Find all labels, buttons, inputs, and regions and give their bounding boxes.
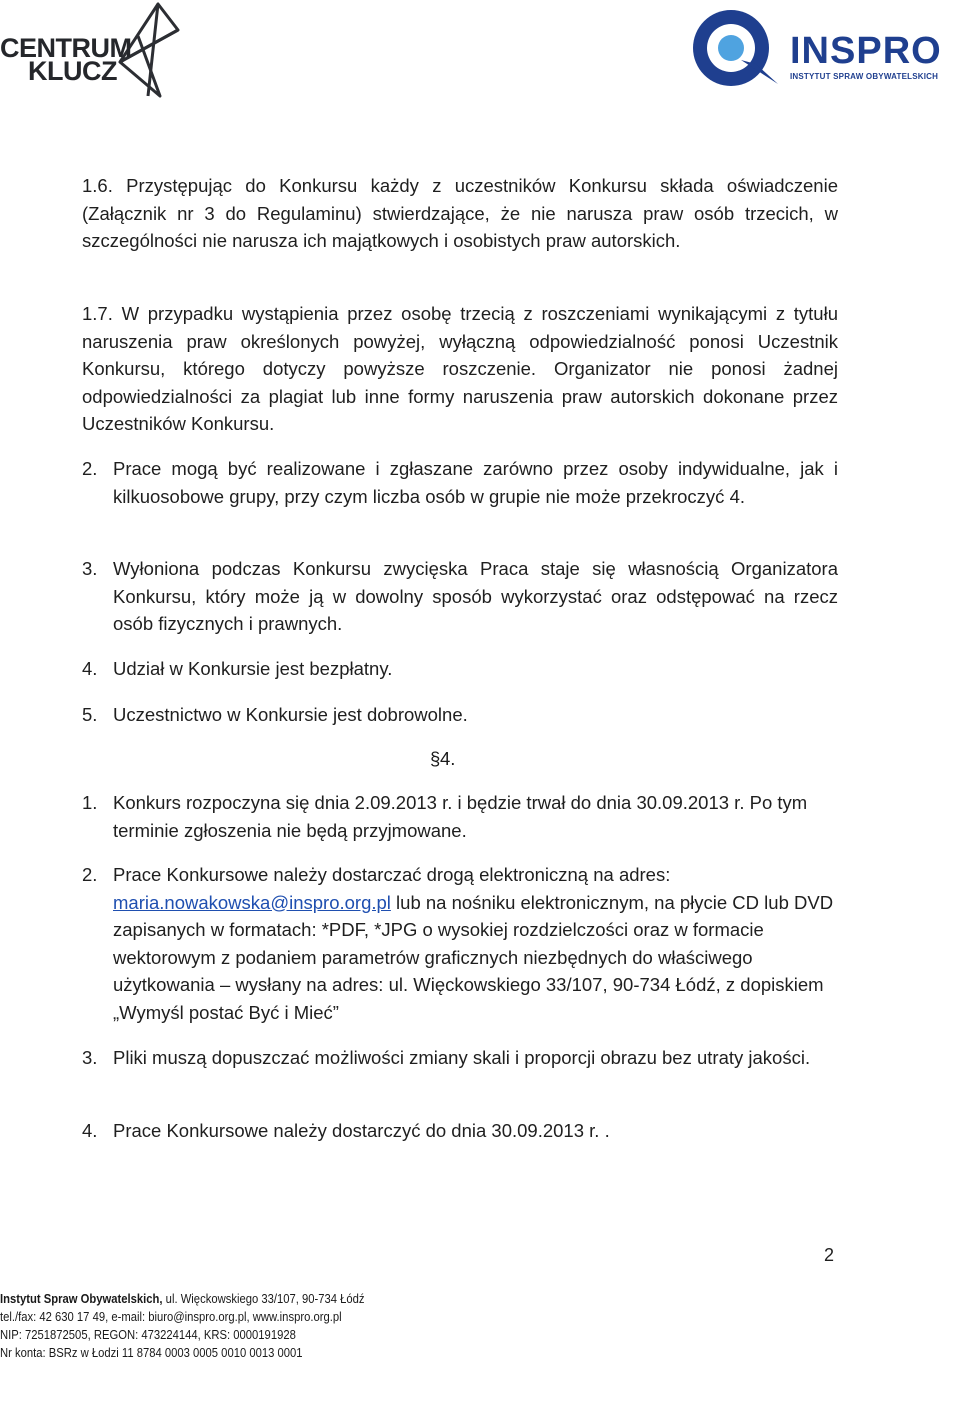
footer-contact: tel./fax: 42 630 17 49, e-mail: biuro@inspro.org.pl, www.inspro.org.pl <box>0 1310 342 1324</box>
paragraph-5: Uczestnictwo w Konkursie jest dobrowolne. <box>113 704 468 725</box>
item-number-2: 2. <box>82 458 98 479</box>
s4-item-number-3: 3. <box>82 1047 98 1068</box>
s4-item-number-2: 2. <box>82 864 98 885</box>
paragraph-2: Prace mogą być realizowane i zgłaszane zarówno przez osoby indywidualne, jak i kilkuosobowe grupy, przy czym liczba osób w grupie nie może przekroczyć 4. <box>113 458 838 507</box>
s4-item-4: Prace Konkursowe należy dostarczyć do dnia 30.09.2013 r. . <box>113 1120 610 1141</box>
page-number: 2 <box>824 1245 835 1265</box>
footer-ids: NIP: 7251872505, REGON: 473224144, KRS: 0000191928 <box>0 1328 296 1342</box>
logo-text-inspro: INSPRO <box>790 30 942 72</box>
paragraph-3: Wyłoniona podczas Konkursu zwycięska Praca staje się własnością Organizatora Konkursu, który może ją w dowolny sposób wykorzystać oraz odstępować na rzecz osób fizycznych i prawnych. <box>113 558 838 634</box>
section-symbol: § <box>430 748 441 769</box>
paragraph-1-7: 1.7. W przypadku wystąpienia przez osobę trzecią z roszczeniami wynikającymi z tytułu naruszenia praw określonych powyżej, wyłączną odpowiedzialność ponosi Uczestnik Konkursu, którego dotyczy powyższe roszczenie. Organizator nie ponosi żadnej odpowiedzialności za plagiat lub inne formy naruszenia praw autorskich dokonane przez Uczestników Konkursu. <box>82 303 838 434</box>
s4-item-number-1: 1. <box>82 792 98 813</box>
s4-item-number-4: 4. <box>82 1120 98 1141</box>
footer-address: ul. Więckowskiego 33/107, 90-734 Łódź <box>165 1292 365 1306</box>
s4-item-2-text-before: Prace Konkursowe należy dostarczać drogą elektroniczną na adres: <box>113 864 671 885</box>
item-number-3: 3. <box>82 558 98 579</box>
s4-item-1: Konkurs rozpoczyna się dnia 2.09.2013 r. i będzie trwał do dnia 30.09.2013 r. Po tym terminie zgłoszenia nie będą przyjmowane. <box>113 792 808 841</box>
paragraph-4: Udział w Konkursie jest bezpłatny. <box>113 658 393 679</box>
section-number: 4. <box>440 748 456 769</box>
s4-item-2-text-after: lub na nośniku elektronicznym, na płycie CD lub DVD zapisanych w formatach: *PDF, *JPG o wysokiej rozdzielczości oraz w formacie wektorowym z podaniem parametrów graficznych niezbędnych do właściwego użytkowania – wysłany na adres: ul. Więckowskiego 33/107, 90-734 Łódź, z dopiskiem „Wymyśl postać Być i Mieć” <box>113 891 834 1023</box>
s4-item-2 <box>113 861 838 1026</box>
inspro-q-icon <box>686 8 796 98</box>
footer-line-1 <box>0 1290 365 1308</box>
logo-text-centrum: CENTRUM <box>0 33 132 63</box>
logo-inspro <box>686 8 956 98</box>
item-number-4: 4. <box>82 658 98 679</box>
email-link[interactable]: maria.nowakowska@inspro.org.pl <box>113 891 391 913</box>
logo-text-klucz: KLUCZ <box>28 56 117 86</box>
footer <box>0 1290 405 1362</box>
logo-centrum-klucz <box>0 0 190 100</box>
paragraph-1-6: 1.6. Przystępując do Konkursu każdy z uczestników Konkursu składa oświadczenie (Załącznik nr 3 do Regulaminu) stwierdzające, że nie narusza praw osób trzecich, w szczególności nie narusza ich majątkowych i osobistych praw autorskich. <box>82 175 838 251</box>
s4-item-3: Pliki muszą dopuszczać możliwości zmiany skali i proporcji obrazu bez utraty jakości. <box>113 1047 811 1068</box>
footer-org-name: Instytut Spraw Obywatelskich, <box>0 1292 163 1306</box>
footer-account: Nr konta: BSRz w Łodzi 11 8784 0003 0005 0010 0013 0001 <box>0 1346 303 1360</box>
logo-subtitle: INSTYTUT SPRAW OBYWATELSKICH <box>790 72 939 81</box>
item-number-5: 5. <box>82 704 98 725</box>
